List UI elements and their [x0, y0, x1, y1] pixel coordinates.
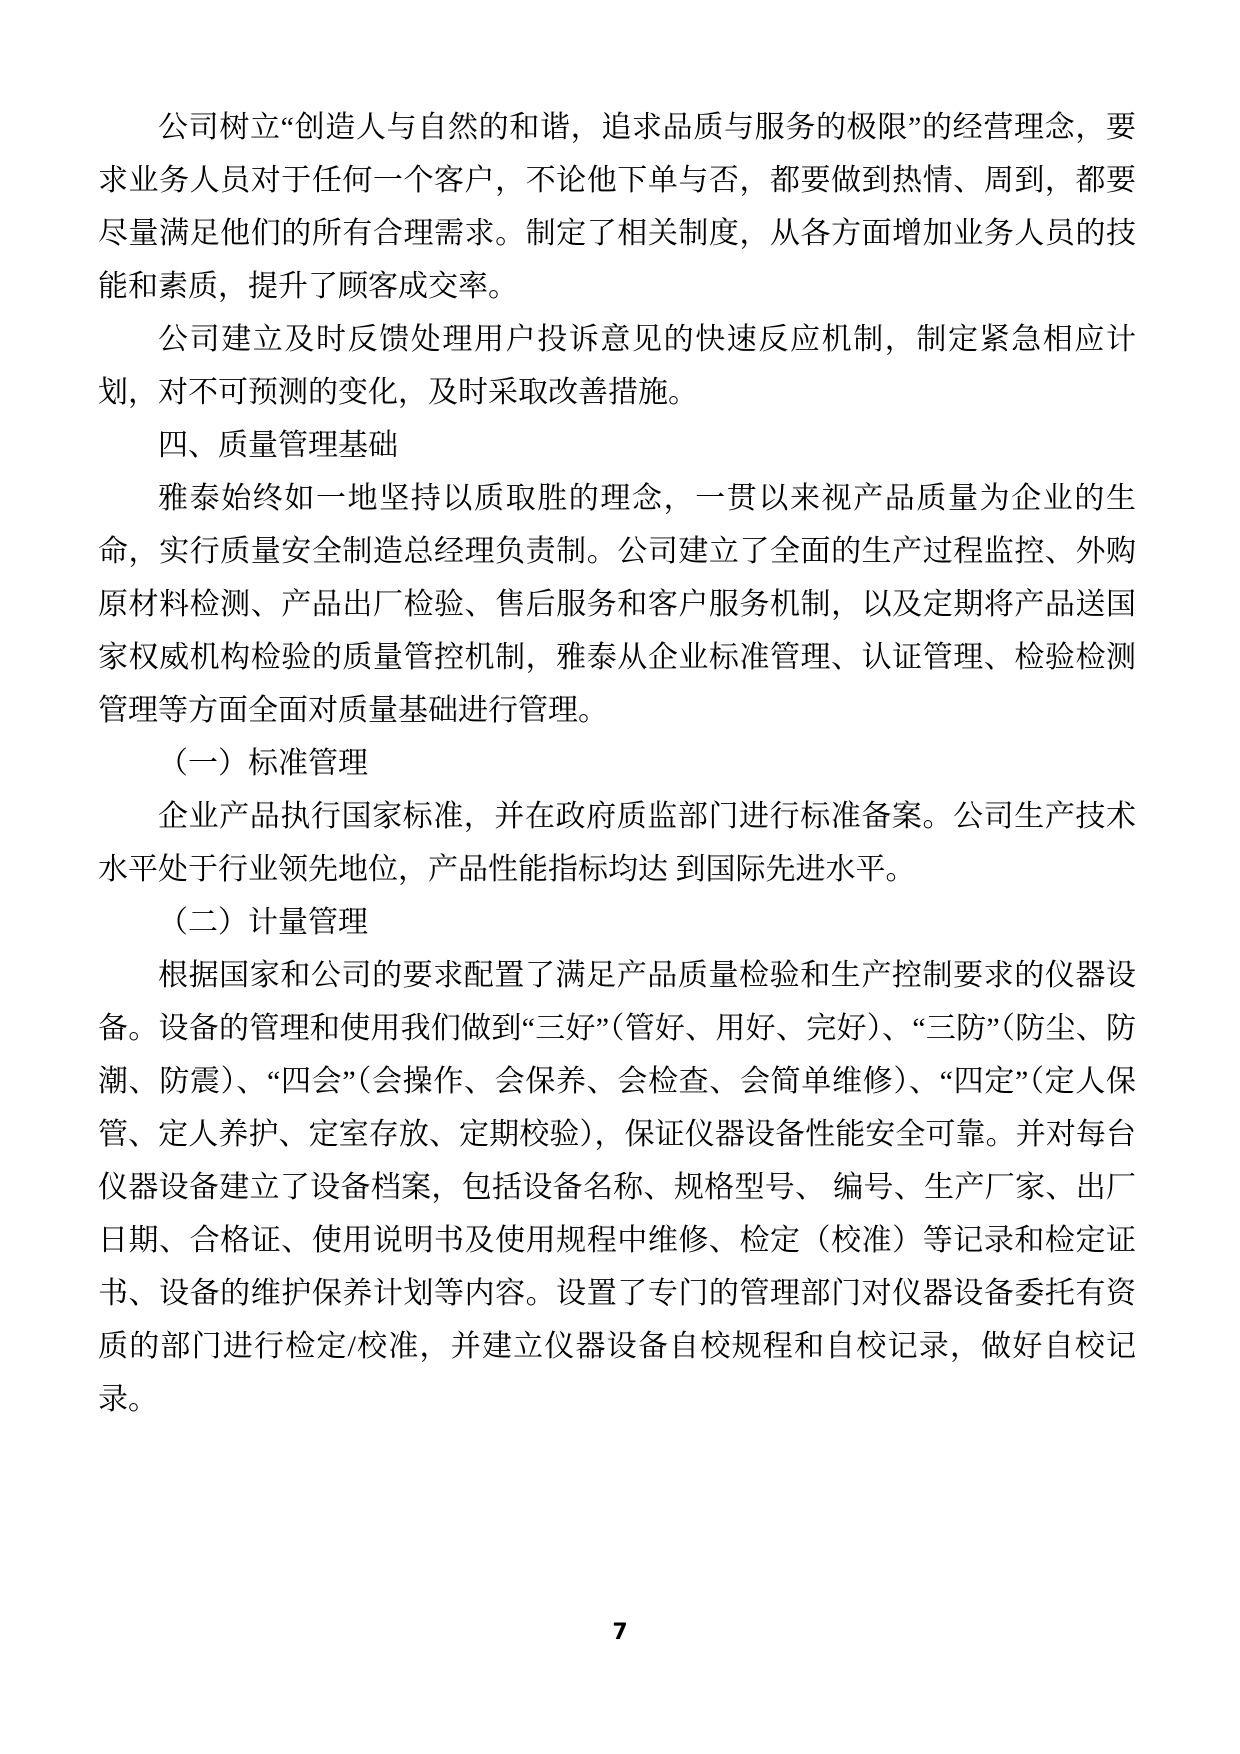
section-heading: （二）计量管理	[158, 906, 368, 939]
section-heading: 四、质量管理基础	[158, 429, 398, 462]
paragraph: 公司树立“创造人与自然的和谐，追求品质与服务的极限”的经营理念，要求业务人员对于任何一个客户，不论他下单与否，都要做到热情、周到，都要尽量满足他们的所有合理需求。制定了相关制度，从各方面增加业务人员的技能和素质，提升了顾客成交率。	[98, 111, 1136, 303]
document-body	[98, 101, 1136, 1426]
paragraph: 雅泰始终如一地坚持以质取胜的理念，一贯以来视产品质量为企业的生命，实行质量安全制造总经理负责制。公司建立了全面的生产过程监控、外购原材料检测、产品出厂检验、售后服务和客户服务机制，以及定期将产品送国家权威机构检验的质量管控机制，雅泰从企业标准管理、认证管理、检验检测管理等方面全面对质量基础进行管理。	[98, 482, 1136, 727]
page-number: 7	[612, 1620, 628, 1645]
paragraph: 根据国家和公司的要求配置了满足产品质量检验和生产控制要求的仪器设备。设备的管理和使用我们做到“三好”（管好、用好、完好）、“三防”（防尘、防潮、防震）、“四会”（会操作、会保养、会检查、会简单维修）、“四定”（定人保管、定人养护、定室存放、定期校验），保证仪器设备性能安全可靠。并对每台仪器设备建立了设备档案，包括设备名称、规格型号、 编号、生产厂家、出厂日期、合格证、使用说明书及使用规程中维修、检定（校准）等记录和检定证书、设备的维护保养计划等内容。设置了专门的管理部门对仪器设备委托有资质的部门进行检定/校准，并建立仪器设备自校规程和自校记录，做好自校记录。	[98, 959, 1136, 1416]
section-heading: （一）标准管理	[158, 747, 368, 780]
paragraph: 公司建立及时反馈处理用户投诉意见的快速反应机制，制定紧急相应计划，对不可预测的变化，及时采取改善措施。	[98, 323, 1136, 409]
paragraph: 企业产品执行国家标准，并在政府质监部门进行标准备案。公司生产技术水平处于行业领先地位，产品性能指标均达 到国际先进水平。	[98, 800, 1136, 886]
